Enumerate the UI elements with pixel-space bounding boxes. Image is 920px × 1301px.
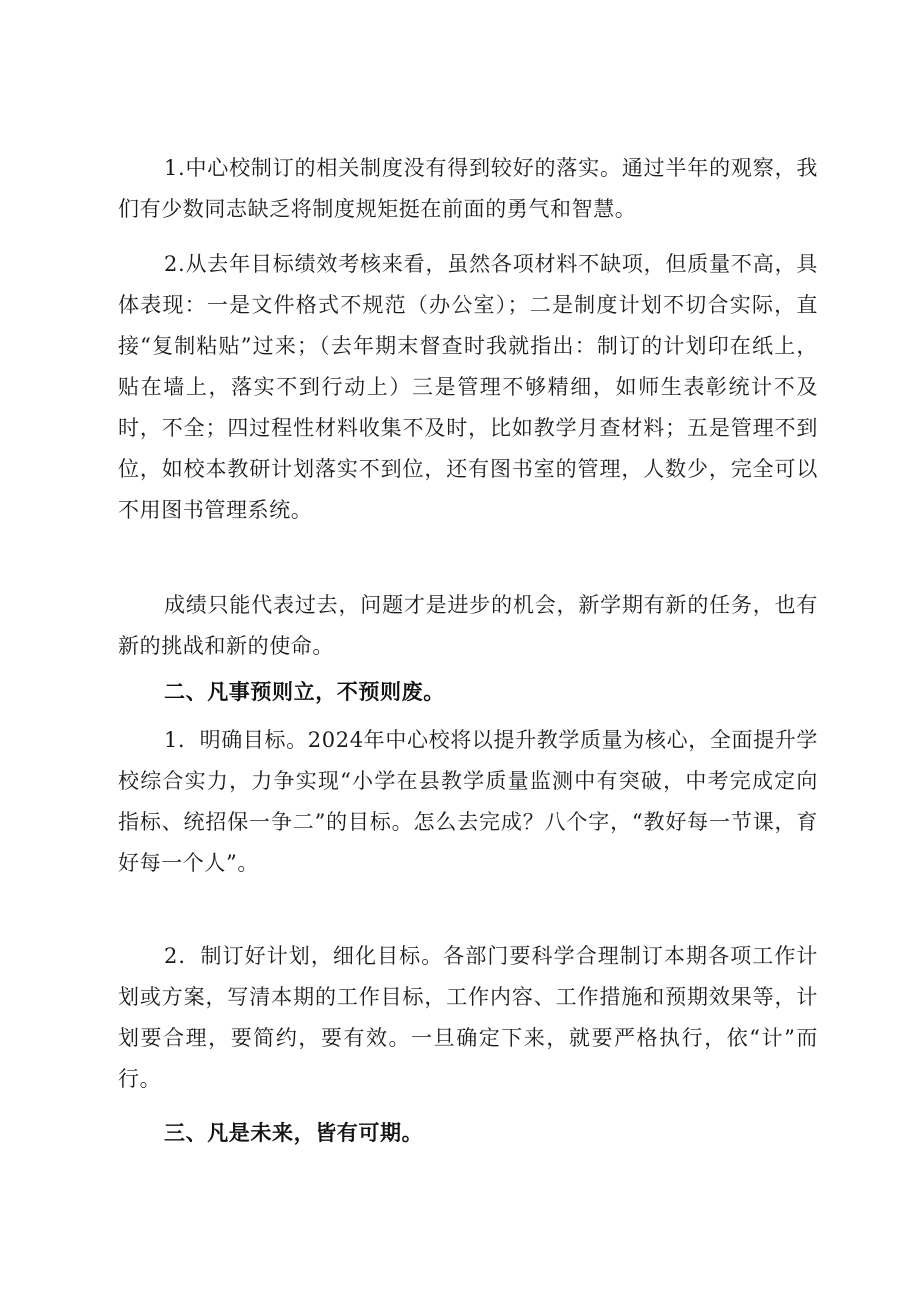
section-heading-2: 二、凡事预则立，不预则废。	[164, 680, 445, 704]
paragraph-performance-assessment: 2.从去年目标绩效考核来看，虽然各项材料不缺项，但质量不高，具体表现：一是文件格式不规范（办公室）；二是制度计划不切合实际，直接“复制粘贴”过来；（去年期末督查时我就指出：制订的计划印在纸上，贴在墙上，落实不到行动上）三是管理不够精细，如师生表彰统计不及时，不全；四过程性材料收集不及时，比如教学月查材料；五是管理不到位，如校本教研计划落实不到位，还有图书室的管理，人数少，完全可以不用图书管理系统。	[118, 252, 818, 522]
section-heading-3: 三、凡是未来，皆有可期。	[164, 1121, 424, 1145]
paragraph-new-semester: 成绩只能代表过去，问题才是进步的机会，新学期有新的任务，也有新的挑战和新的使命。	[118, 593, 818, 658]
paragraph-clear-goals: 1．明确目标。2024年中心校将以提升教学质量为核心，全面提升学校综合实力，力争实现“小学在县教学质量监测中有突破，中考完成定向指标、统招保一争二”的目标。怎么去完成？八个字，“教好每一节课，育好每一个人”。	[118, 728, 818, 875]
paragraph-make-plans: 2．制订好计划，细化目标。各部门要科学合理制订本期各项工作计划或方案，写清本期的工作目标，工作内容、工作措施和预期效果等，计划要合理，要简约，要有效。一旦确定下来，就要严格执行，依“计”而行。	[118, 944, 818, 1091]
paragraph-system-implementation: 1.中心校制订的相关制度没有得到较好的落实。通过半年的观察，我们有少数同志缺乏将制度规矩挺在前面的勇气和智慧。	[118, 156, 818, 221]
